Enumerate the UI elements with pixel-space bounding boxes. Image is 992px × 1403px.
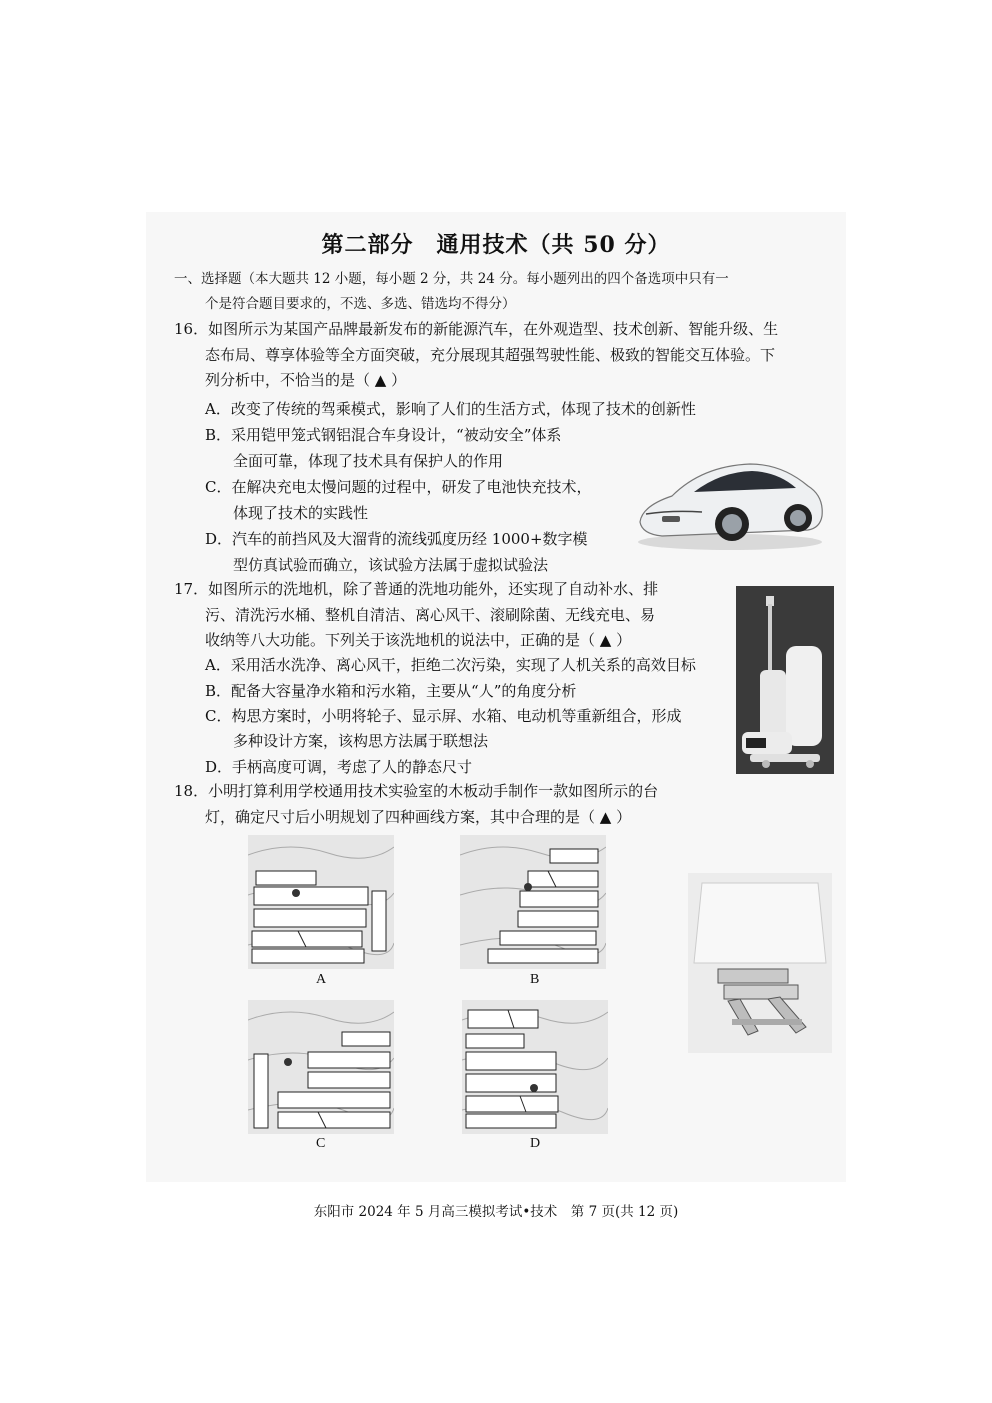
q16-option-c: C．在解决充电太慢问题的过程中，研发了电池快充技术， (205, 478, 592, 496)
table-lamp-photo-icon (688, 873, 832, 1053)
section-instructions-line-1: 一、选择题（本大题共 12 小题，每小题 2 分，共 24 分。每小题列出的四个备选项中只有一 (174, 271, 729, 287)
layout-figure-d (462, 1000, 608, 1134)
figure-label-a: A (316, 972, 327, 987)
layout-figure-c (248, 1000, 394, 1134)
page-title: 第二部分 通用技术（共 50 分） (321, 232, 671, 258)
page-footer: 东阳市 2024 年 5 月高三模拟考试•技术 第 7 页(共 12 页) (313, 1204, 679, 1220)
q17-stem-line-1: 17．如图所示的洗地机，除了普通的洗地功能外，还实现了自动补水、排 (174, 580, 659, 598)
q18-stem-line-2: 灯，确定尺寸后小明规划了四种画线方案，其中合理的是（ ▲ ） (205, 808, 632, 826)
q16-stem-line-2: 态布局、尊享体验等全方面突破，充分展现其超强驾驶性能、极致的智能交互体验。下 (205, 346, 776, 364)
q16-option-b: B．采用铠甲笼式钢铝混合车身设计，“被动安全”体系 (205, 426, 562, 444)
q16-option-c-cont: 体现了技术的实践性 (233, 504, 369, 522)
q17-option-a: A．采用活水洗净、离心风干，拒绝二次污染，实现了人机关系的高效目标 (205, 656, 696, 674)
q17-option-b: B．配备大容量净水箱和污水箱，主要从“人”的角度分析 (205, 682, 577, 700)
figure-label-b: B (530, 972, 540, 987)
q17-stem-line-3: 收纳等八大功能。下列关于该洗地机的说法中，正确的是（ ▲ ） (205, 631, 632, 649)
q17-option-d: D．手柄高度可调，考虑了人的静态尺寸 (205, 758, 473, 776)
car-photo-icon (632, 444, 828, 554)
q16-option-b-cont: 全面可靠，体现了技术具有保护人的作用 (233, 452, 504, 470)
q16-stem-line-1: 16．如图所示为某国产品牌最新发布的新能源汽车，在外观造型、技术创新、智能升级、生 (174, 320, 779, 338)
section-instructions-line-2: 个是符合题目要求的，不选、多选、错选均不得分） (205, 296, 516, 312)
figure-label-d: D (530, 1136, 541, 1151)
q17-option-c-cont: 多种设计方案，该构思方法属于联想法 (233, 732, 489, 750)
q17-option-c: C．构思方案时，小明将轮子、显示屏、水箱、电动机等重新组合，形成 (205, 707, 682, 725)
q16-stem-line-3: 列分析中，不恰当的是（ ▲ ） (205, 371, 407, 389)
q18-stem-line-1: 18．小明打算利用学校通用技术实验室的木板动手制作一款如图所示的台 (174, 782, 659, 800)
floor-washer-photo-icon (736, 586, 834, 774)
layout-figure-a (248, 835, 394, 969)
q16-option-d-cont: 型仿真试验而确立，该试验方法属于虚拟试验法 (233, 556, 549, 574)
q16-option-d: D．汽车的前挡风及大溜背的流线弧度历经 1000+数字模 (205, 530, 588, 548)
figure-label-c: C (316, 1136, 326, 1151)
q16-option-a: A．改变了传统的驾乘模式，影响了人们的生活方式，体现了技术的创新性 (205, 400, 696, 418)
q17-stem-line-2: 污、清洗污水桶、整机自清洁、离心风干、滚刷除菌、无线充电、易 (205, 606, 656, 624)
layout-figure-b (460, 835, 606, 969)
